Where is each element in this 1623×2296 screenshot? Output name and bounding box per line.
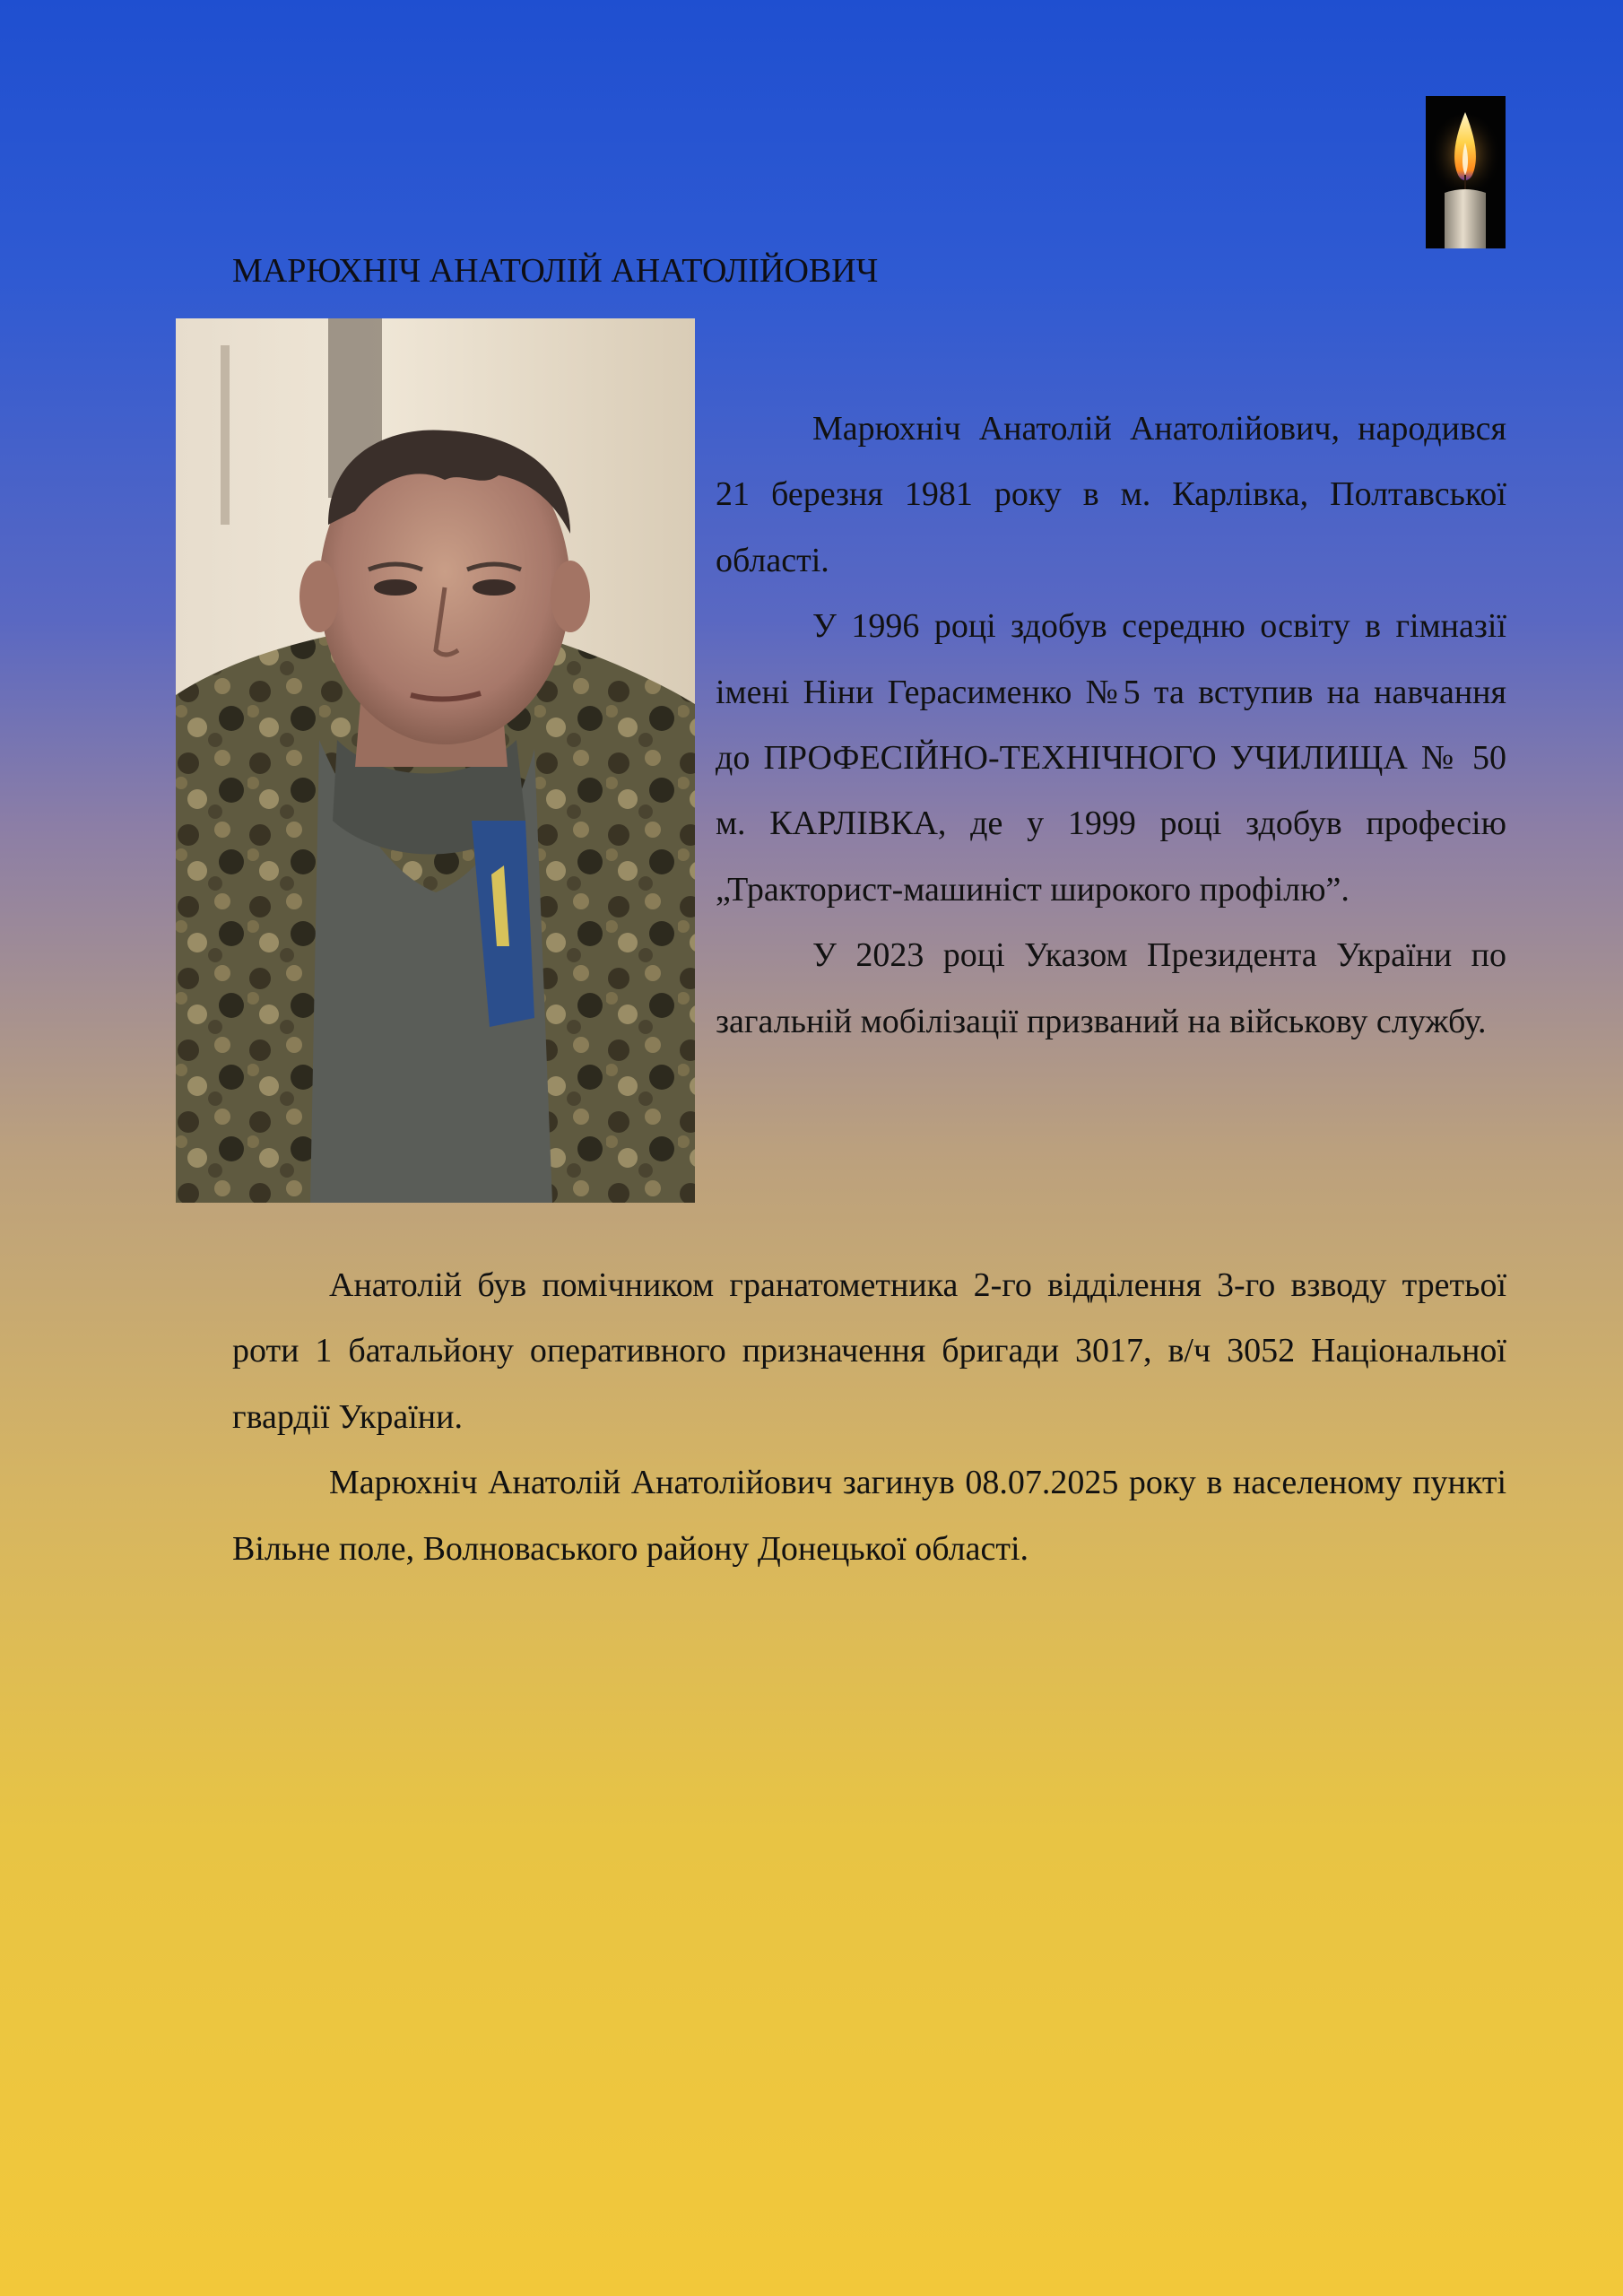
memorial-candle-icon — [1426, 96, 1506, 248]
service-text — [232, 1253, 1506, 1582]
bio-text — [716, 396, 1506, 1055]
bio-paragraph-mobilization: У 2023 році Указом Президента України по загальній мобілізації призваний на військову службу. — [716, 936, 1506, 1040]
page-title: МАРЮХНІЧ АНАТОЛІЙ АНАТОЛІЙОВИЧ — [232, 252, 879, 290]
bio-paragraph-education: У 1996 році здобув середню освіту в гімназії імені Ніни Герасименко №5 та вступив на навчання до ПРОФЕСІЙНО-ТЕХНІЧНОГО УЧИЛИЩА № 50 м. КАРЛІВКА, де у 1999 році здобув професію „Тракторист-машиніст широкого профілю”. — [716, 607, 1506, 909]
death-paragraph: Марюхніч Анатолій Анатолійович загинув 08.07.2025 року в населеному пункті Вільне поле, Волноваського району Донецької області. — [232, 1464, 1506, 1568]
portrait-photo — [176, 318, 695, 1203]
bio-paragraph-birth: Марюхніч Анатолій Анатолійович, народився 21 березня 1981 року в м. Карлівка, Полтавської області. — [716, 410, 1506, 579]
service-paragraph: Анатолій був помічником гранатометника 2-го відділення 3-го взводу третьої роти 1 батальйону оперативного призначення бригади 3017, в/ч 3052 Національної гвардії України. — [232, 1266, 1506, 1436]
